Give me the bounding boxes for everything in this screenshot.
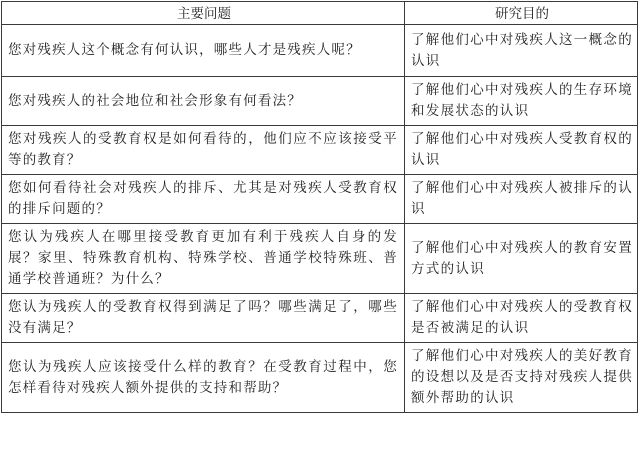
purpose-cell: 了解他们心中对残疾人这一概念的认识 bbox=[405, 25, 638, 77]
table-header-row bbox=[2, 2, 638, 25]
purpose-cell: 了解他们心中对残疾人受教育权的认识 bbox=[405, 126, 638, 175]
purpose-cell: 了解他们心中对残疾人的美好教育的设想以及是否支持对残疾人提供额外帮助的认识 bbox=[405, 343, 638, 413]
purpose-cell: 了解他们心中对残疾人的生存环境和发展状态的认识 bbox=[405, 77, 638, 126]
table-row bbox=[2, 224, 638, 294]
question-cell: 您对残疾人的社会地位和社会形象有何看法？ bbox=[2, 77, 405, 126]
question-cell: 您如何看待社会对残疾人的排斥、尤其是对残疾人受教育权的排斥问题的？ bbox=[2, 175, 405, 224]
purpose-cell: 了解他们心中对残疾人的教育安置方式的认识 bbox=[405, 224, 638, 294]
table-row bbox=[2, 175, 638, 224]
question-cell: 您认为残疾人的受教育权得到满足了吗？哪些满足了，哪些没有满足？ bbox=[2, 294, 405, 343]
question-cell: 您对残疾人的受教育权是如何看待的，他们应不应该接受平等的教育？ bbox=[2, 126, 405, 175]
interview-table-container bbox=[1, 1, 638, 413]
purpose-cell: 了解他们心中对残疾人的受教育权是否被满足的认识 bbox=[405, 294, 638, 343]
table-row bbox=[2, 294, 638, 343]
table-row bbox=[2, 25, 638, 77]
header-main-question: 主要问题 bbox=[2, 2, 405, 25]
table-row bbox=[2, 343, 638, 413]
question-cell: 您认为残疾人应该接受什么样的教育？在受教育过程中，您怎样看待对残疾人额外提供的支持和帮助？ bbox=[2, 343, 405, 413]
question-cell: 您对残疾人这个概念有何认识，哪些人才是残疾人呢？ bbox=[2, 25, 405, 77]
table-row bbox=[2, 77, 638, 126]
purpose-cell: 了解他们心中对残疾人被排斥的认识 bbox=[405, 175, 638, 224]
table-row bbox=[2, 126, 638, 175]
question-cell: 您认为残疾人在哪里接受教育更加有利于残疾人自身的发展？家里、特殊教育机构、特殊学校、普通学校特殊班、普通学校普通班？为什么？ bbox=[2, 224, 405, 294]
header-research-purpose: 研究目的 bbox=[405, 2, 638, 25]
interview-questions-table bbox=[1, 1, 638, 413]
